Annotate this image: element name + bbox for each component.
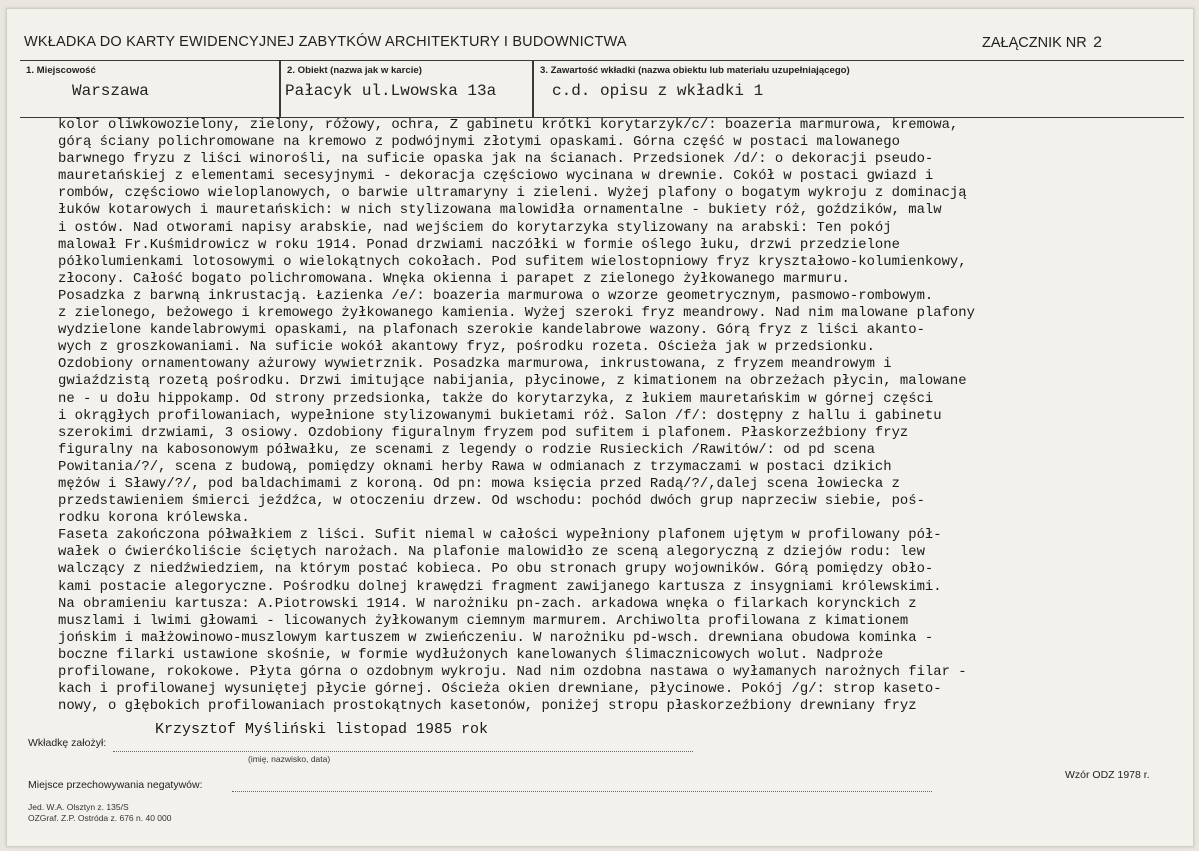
location-value: Warszawa (72, 82, 149, 100)
print-info-1: Jed. W.A. Olsztyn z. 135/S (28, 802, 129, 812)
content-value: c.d. opisu z wkładki 1 (552, 82, 764, 100)
body-line: jońskim i małżowinowo-muszlowym kartuszem w zwieńczeniu. W narożniku pd-wsch. drewniana obudowa kominka - (58, 629, 934, 646)
description-text (58, 117, 1193, 715)
body-line: walczący z niedźwiedziem, na którym postać kobieca. Po obu stronach grupy wojowników. Górą pomiędzy obło- (58, 561, 934, 578)
content-label: 3. Zawartość wkładki (nazwa obiektu lub materiału uzupełniającego) (540, 65, 850, 76)
object-label: 2. Obiekt (nazwa jak w karcie) (287, 65, 422, 76)
location-label: 1. Miejscowość (26, 65, 96, 76)
body-line: Powitania/?/, scena z budową, pomiędzy oknami herby Rawa w odmianach z trzymaczami w postaci dzikich (58, 458, 892, 475)
author-line (113, 751, 693, 752)
body-line: Ozdobiony ornamentowany ażurowy wywietrznik. Posadzka marmurowa, inkrustowana, z fryzem meandrowym i (58, 356, 892, 373)
author-label: Wkładkę założył: (28, 737, 107, 749)
object-field (281, 60, 532, 116)
body-line: z zielonego, beżowego i kremowego żyłkowanego kamienia. Wyżej szeroki fryz meandrowy. Nad nim malowane plafony (58, 305, 975, 322)
annex-label (982, 34, 1102, 52)
body-line: górą ściany polichromowane na kremowo z podwójnymi złotymi opaskami. Górna część w postaci malowanego (58, 134, 900, 151)
body-line: Na obramieniu kartusza: A.Piotrowski 1914. W narożniku pn-zach. arkadowa wnęka o filarkach korynckich z (58, 595, 917, 612)
body-line: kolor oliwkowozielony, zielony, różowy, ochra, Z gabinetu krótki korytarzyk/c/: boazeria marmurowa, kremowa, (58, 117, 959, 133)
body-line: barwnego fryzu z liści winorośli, na suficie opaska jak na ścianach. Przedsionek /d/: o dekoracji pseudo- (58, 151, 934, 168)
body-line: złocony. Całość bogato polichromowana. Wnęka okienna i parapet z zielonego żyłkowanego marmuru. (58, 270, 850, 287)
body-line: muszlami i lwimi głowami - licowanych żyłkowanym ciemnym marmurem. Archiwolta profilowana z kimationem (58, 612, 909, 629)
annex-number: 2 (1092, 34, 1103, 52)
negatives-label: Miejsce przechowywania negatywów: (28, 779, 203, 791)
body-line: boczne filarki ustawione skośnie, w formie wydłużonych kanelowanych ślimacznicowych wolut. Nadproże (58, 646, 884, 663)
author-hint: (imię, nazwisko, data) (248, 754, 331, 764)
body-line: półkolumienkami lotosowymi o wielokątnych cokołach. Pod sufitem wielostopniowy fryz kryształowo-kolumienkowy, (58, 253, 967, 270)
body-line: Posadzka z barwną inkrustacją. Łazienka /e/: boazeria marmurowa o wzorze geometrycznym, pasmowo-rombowym. (58, 287, 934, 304)
body-line: mauretańskiej z elementami secesyjnymi - dekoracja częściowo wycinana w drewnie. Cokół w postaci gwiazd i (58, 168, 934, 185)
body-line: mężów i Sławy/?/, pod baldachimami z koroną. Od pn: mowa księcia przed Radą/?/,dalej scena łowiecka z (58, 475, 900, 492)
content-field (534, 60, 1184, 116)
body-line: Faseta zakończona półwałkiem z liści. Sufit niemal w całości wypełniony plafonem ujętym w profilowany pół- (58, 527, 942, 544)
body-line: profilowane, rokokowe. Płyta górna o ozdobnym wykroju. Nad nim ozdobna nastawa o wyłamanych narożnych filar - (58, 664, 967, 680)
body-line: wałek o ćwierćkoliście ściętych narożach. Na plafonie malowidło ze sceną alegoryczną z dziejów rodu: lew (58, 544, 925, 561)
negatives-line (232, 791, 932, 792)
body-line: i okrągłych profilowaniach, wypełnione stylizowanymi bukietami róż. Salon /f/: dostępny z hallu i gabinetu (58, 407, 942, 424)
body-line: przedstawieniem śmierci jeźdźca, w otoczeniu drzew. Od wschodu: pochód dwóch grup naprzeciw siebie, poś- (58, 493, 925, 510)
print-info-2: OZGraf. Z.P. Ostróda z. 676 n. 40 000 (28, 813, 172, 823)
location-field (20, 60, 279, 116)
object-value: Pałacyk ul.Lwowska 13a (285, 82, 497, 100)
body-line: rodku korona królewska. (58, 510, 250, 527)
body-line: wych z groszkowaniami. Na suficie wokół akantowy fryz, pośrodku rozeta. Ościeża jak w przedsionku. (58, 339, 875, 356)
body-line: szerokimi drzwiami, 3 osiowy. Ozdobiony figuralnym fryzem pod sufitem i plafonem. Płaskorzeźbiony fryz (58, 424, 909, 441)
body-line: kami postacie alegoryczne. Pośrodku dolnej krawędzi fragment zawijanego kartusza z insygniami królewskimi. (58, 578, 942, 595)
body-line: figuralny na kabosonowym półwałku, ze scenami z legendy o rodzie Rusieckich /Rawitów/: od pd scena (58, 441, 875, 458)
form-title: WKŁADKA DO KARTY EWIDENCYJNEJ ZABYTKÓW ARCHITEKTURY I BUDOWNICTWA (24, 34, 627, 50)
body-line: i ostów. Nad otworami napisy arabskie, nad wejściem do korytarzyka stylizowany na arabski: Ten pokój (58, 219, 892, 236)
body-line: kach i profilowanej wysuniętej płycie górnej. Ościeża okien drewniane, płycinowe. Pokój /g/: strop kaseto- (58, 681, 942, 698)
body-line: rombów, częściowo wieloplanowych, o barwie ultramaryny i zieleni. Wyżej plafony o bogatym wykroju z dominacją (58, 185, 967, 202)
body-line: ne - u dołu hippokamp. Od strony przedsionka, także do korytarzyka, z łukiem mauretańskim w górnej części (58, 390, 934, 407)
body-line: malował Fr.Kuśmidrowicz w roku 1914. Ponad drzwiami naczółki w formie oślego łuku, drzwi przedzielone (58, 236, 900, 253)
body-line: łuków kotarowych i mauretańskich: w nich stylizowana malowidła ornamentalne - bukiety róż, goździków, malw (58, 202, 942, 219)
annex-label-text: ZAŁĄCZNIK NR (982, 35, 1087, 51)
form-version: Wzór ODZ 1978 r. (1065, 769, 1150, 781)
body-line: nowy, o głębokich profilowaniach prostokątnych kasetonów, poniżej stropu płaskorzeźbiony drewniany fryz (58, 698, 917, 715)
body-line: gwiaździstą rozetą pośrodku. Drzwi imitujące nabijania, płycinowe, z kimationem na obrzeżach płycin, malowane (58, 373, 967, 390)
author-value: Krzysztof Myśliński listopad 1985 rok (155, 721, 489, 738)
body-line: wydzielone kandelabrowymi opaskami, na plafonach szerokie kandelabrowe wazony. Górą fryz z liści akanto- (58, 322, 925, 339)
